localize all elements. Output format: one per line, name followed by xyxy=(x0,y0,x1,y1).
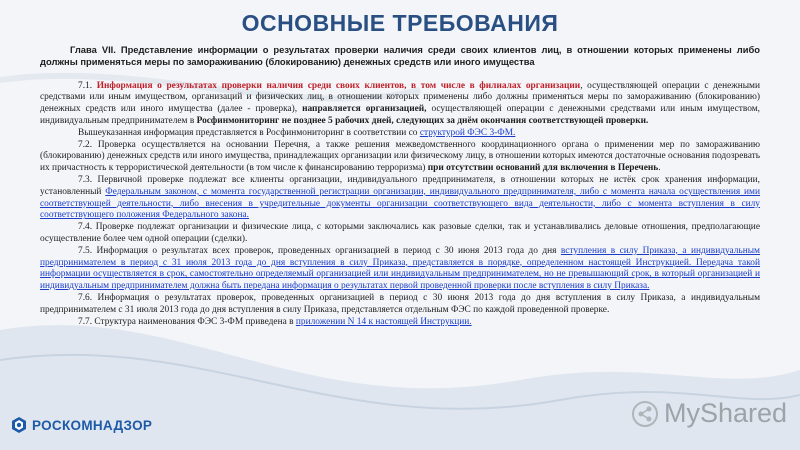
paragraph-7-1 xyxy=(40,81,760,128)
body-text: Вышеуказанная информация представляется в Росфинмониторинг в соответствии со xyxy=(78,127,420,138)
bold-text: при отсутствии оснований для включения в Перечень xyxy=(427,163,659,174)
body-text: 7.7. Структура наименования ФЭС 3-ФМ приведена в xyxy=(78,316,296,327)
roskomnadzor-emblem-icon xyxy=(10,416,28,434)
body-text: 7.2. Проверка осуществляется на основании Перечня, а также решения межведомственного координационного органа о применении мер по замораживанию (блокированию) денежных средств или иного имущества, принадлежащих организации или физическому лицу, в отношении которых имеются достаточные основания подозревать их причастность к террористической деятельности (в том числе к финансированию терроризма) xyxy=(40,139,760,174)
share-icon xyxy=(632,401,658,427)
body-text: 7.3. Первичной проверке подлежат все клиенты организации, индивидуального предпринимателя, в отношении которых не истёк срок хранения информации, установленный xyxy=(40,174,760,197)
appendix-link[interactable]: приложении N 14 к настоящей Инструкции. xyxy=(295,316,472,327)
body-text: , осуществляющей операции с денежными средствами или иным имуществом, организаций и физических лиц, в отношении которых применены либо должны применяться меры по замораживанию (блокированию) денежных средств или иного имущества (далее - проверка), xyxy=(40,80,761,115)
roskomnadzor-logo xyxy=(10,416,152,434)
paragraph-7-4: 7.4. Проверке подлежат организации и физические лица, с которыми заключались как разовые сделки, так и устанавливались деловые отношения, предполагающие осуществление более чем одной операции (сделки). xyxy=(40,222,760,244)
body-text: осуществляющей операции с денежными средствами или иным имуществом, индивидуальным предпринимателем в xyxy=(40,104,761,126)
paragraph-7-7 xyxy=(40,317,760,329)
slide-title: ОСНОВНЫЕ ТРЕБОВАНИЯ xyxy=(241,10,559,36)
bold-text: направляется организацией, xyxy=(302,104,427,115)
highlight-text: Информация о результатах проверки наличия среди своих клиентов, в том числе в филиалах организации xyxy=(96,80,581,91)
body-text: . xyxy=(658,163,661,174)
paragraph-7-2 xyxy=(40,140,760,175)
order-link[interactable]: вступления в силу Приказа, а индивидуальным предпринимателем в период с 31 июля 2013 года до дня вступления в силу Приказа, представляется в порядке, определенном настоящей Инструкцией. Передача такой информации осуществляется в срок, самостоятельно определяемый организацией или индивидуальным предпринимателем, но не превышающий срок, в который организацией и индивидуальным предпринимателем должна быть передана информация о результатах первой проведенной проверки после вступления в силу Приказа. xyxy=(40,245,760,292)
paragraph-7-5 xyxy=(40,246,760,293)
roskomnadzor-logo-text: РОСКОМНАДЗОР xyxy=(32,417,153,433)
structure-link[interactable]: структурой ФЭС 3-ФМ. xyxy=(419,127,516,138)
federal-law-link[interactable]: Федеральным законом, с момента государственной регистрации организации, индивидуального предпринимателя, либо с момента начала осуществления ими соответствующей деятельности, либо внесения в учредительные документы организации соответствующего вида деятельности, либо с момента вступления в силу соответствующего положения Федерального закона. xyxy=(40,186,760,221)
paragraph-7-3 xyxy=(40,175,760,222)
paragraph-number: 7.1. xyxy=(78,80,93,91)
document-body xyxy=(40,44,760,328)
paragraph-7-1-reference xyxy=(40,128,760,140)
myshared-watermark xyxy=(632,398,787,429)
myshared-text: MyShared xyxy=(664,398,788,428)
body-text: 7.5. Информация о результатах всех проверок, проведенных организацией в период с 30 июня 2013 года до дня xyxy=(78,245,561,256)
chapter-heading: Глава VII. Представление информации о результатах проверки наличия среди своих клиентов лиц, в отношении которых применены либо должны применяться меры по замораживанию (блокированию) денежных средств или иного имущества xyxy=(40,44,760,67)
paragraph-7-6: 7.6. Информация о результатах проверок, проведенных организацией в период с 30 июня 2013 года до дня вступления в силу Приказа, а индивидуальным предпринимателем с 31 июля 2013 года до дня вступления в силу Приказа, представляется отдельным ФЭС по каждой проведенной проверке. xyxy=(40,292,760,315)
bold-text: Росфинмониторинг не позднее 5 рабочих дней, следующих за днём окончания соответствующей проверки. xyxy=(196,115,649,126)
